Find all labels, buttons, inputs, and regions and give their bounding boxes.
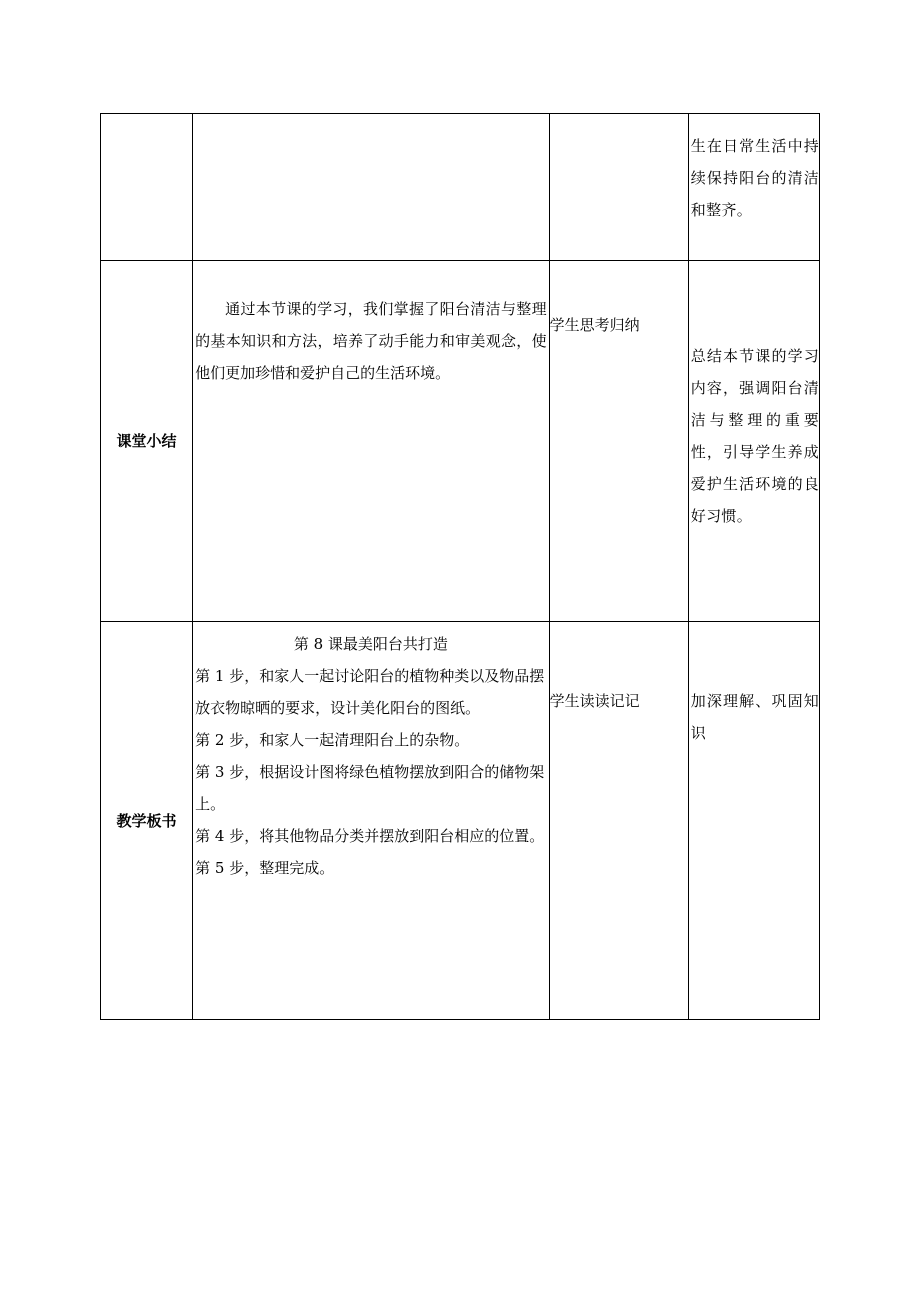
student-activity-cell xyxy=(549,114,688,261)
blackboard-content xyxy=(193,622,548,884)
design-purpose-text: 总结本节课的学习内容，强调阳台清洁与整理的重要性，引导学生养成爱护生活环境的良好习惯。 xyxy=(690,347,819,525)
student-activity-text: 学生思考归纳 xyxy=(549,316,640,334)
summary-text: 通过本节课的学习，我们掌握了阳台清洁与整理的基本知识和方法，培养了动手能力和审美观念，使他们更加珍惜和爱护自己的生活环境。 xyxy=(195,300,547,382)
blackboard-cell xyxy=(193,622,549,1020)
row-label-cell xyxy=(101,622,193,1020)
row-label-cell xyxy=(101,114,193,261)
blackboard-step-2: 第 2 步，和家人一起清理阳台上的杂物。 xyxy=(195,731,470,749)
teacher-activity-cell xyxy=(193,114,549,261)
student-activity-text: 学生读读记记 xyxy=(549,692,640,710)
row-label-summary: 课堂小结 xyxy=(116,432,177,450)
design-purpose-text: 生在日常生活中持续保持阳台的清洁和整齐。 xyxy=(690,137,819,219)
student-activity-cell xyxy=(549,261,688,622)
row-label-blackboard: 教学板书 xyxy=(116,811,177,830)
student-activity-cell xyxy=(549,622,688,1020)
design-purpose-text: 加深理解、巩固知识 xyxy=(690,692,819,742)
table-row-blackboard xyxy=(101,622,820,1020)
table-row-continued xyxy=(101,114,820,261)
design-purpose-cell xyxy=(688,261,819,622)
blackboard-step-4: 第 4 步，将其他物品分类并摆放到阳台相应的位置。 xyxy=(195,827,545,845)
design-purpose-cell xyxy=(688,622,819,1020)
blackboard-step-1: 第 1 步，和家人一起讨论阳台的植物种类以及物品摆放衣物晾晒的要求，设计美化阳台的图纸。 xyxy=(195,667,545,717)
table-row-summary xyxy=(101,261,820,622)
row-label-cell xyxy=(101,261,193,622)
design-purpose-cell xyxy=(688,114,819,261)
teacher-activity-cell xyxy=(193,261,549,622)
blackboard-step-5: 第 5 步，整理完成。 xyxy=(195,859,335,877)
lesson-plan-table xyxy=(100,113,820,1020)
blackboard-title: 第 8 课最美阳台共打造 xyxy=(293,635,448,653)
blackboard-step-3: 第 3 步，根据设计图将绿色植物摆放到阳合的储物架上。 xyxy=(195,763,545,813)
